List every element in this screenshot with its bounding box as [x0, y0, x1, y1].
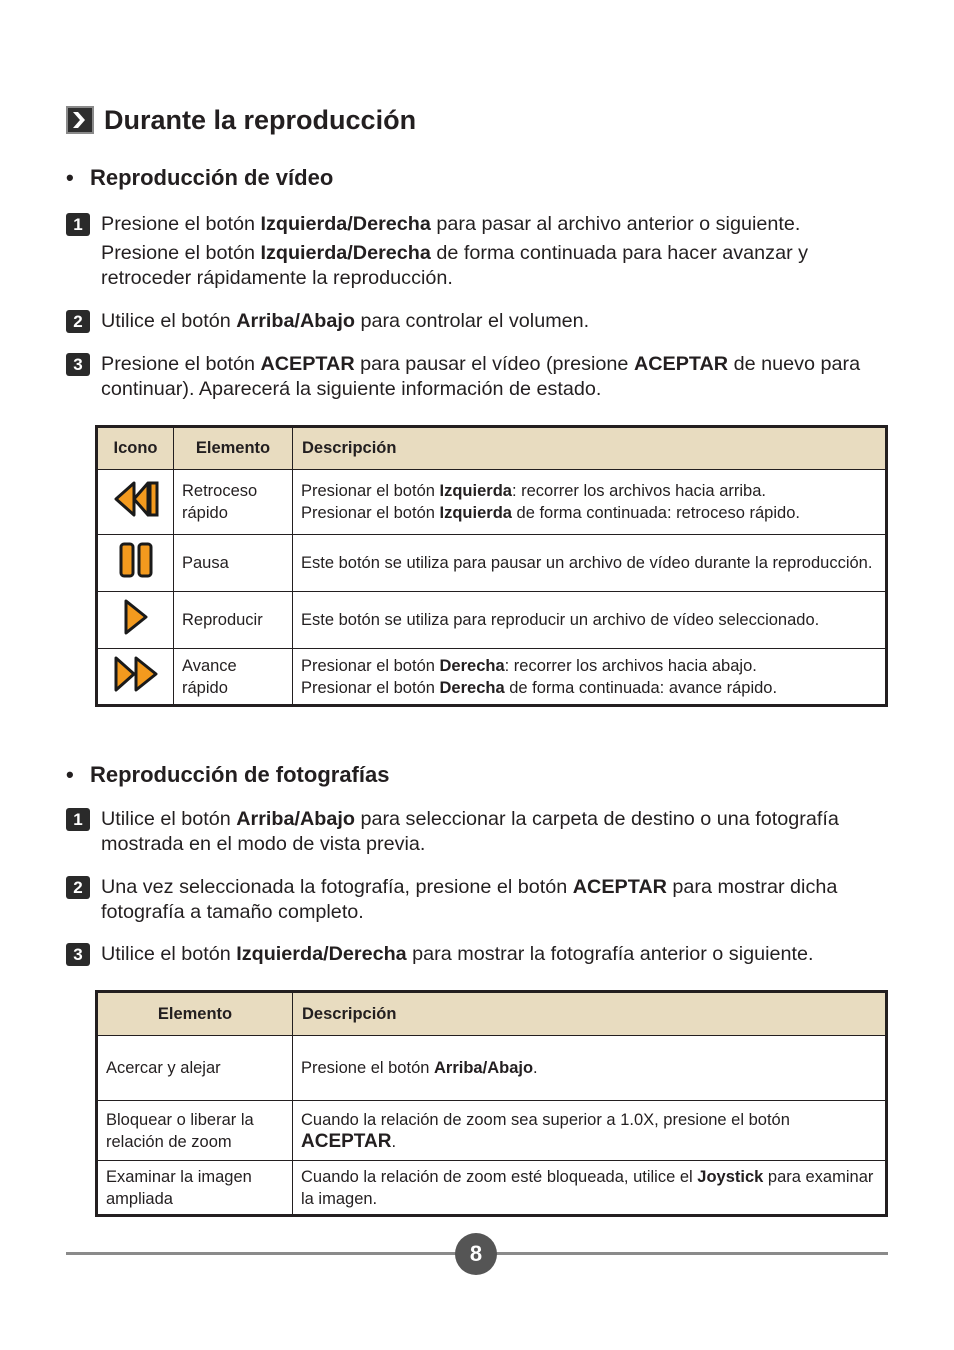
photo-subheading: • Reproducción de fotografías — [66, 762, 390, 787]
video-step-2: 2 Utilice el botón Arriba/Abajo para controlar el volumen. — [66, 309, 896, 334]
photo-step-1: 1 Utilice el botón Arriba/Abajo para seleccionar la carpeta de destino o una fotografía mostrada en el modo de vista previa. — [66, 807, 896, 857]
table-row: Bloquear o liberar la relación de zoom Cuando la relación de zoom sea superior a 1.0X, presione el botón ACEPTAR. — [97, 1101, 887, 1161]
step-number: 3 — [66, 353, 90, 376]
photo-step-3: 3 Utilice el botón Izquierda/Derecha para mostrar la fotografía anterior o siguiente. — [66, 942, 896, 967]
photo-step-2: 2 Una vez seleccionada la fotografía, presione el botón ACEPTAR para mostrar dicha fotografía a tamaño completo. — [66, 875, 896, 925]
table-row: Examinar la imagen ampliada Cuando la relación de zoom esté bloqueada, utilice el Joystick para examinar la imagen. — [97, 1161, 887, 1216]
play-icon — [121, 622, 151, 640]
step-number: 2 — [66, 876, 90, 899]
chapter-arrow-icon — [66, 106, 94, 134]
page-title: Durante la reproducción — [104, 104, 417, 135]
table-row: Retroceso rápido Presionar el botón Izquierda: recorrer los archivos hacia arriba. Presionar el botón Izquierda de forma continuada: retroceso rápido. — [97, 470, 887, 535]
photo-zoom-table — [95, 990, 888, 1217]
table-header-row: Icono Elemento Descripción — [97, 427, 887, 470]
rewind-icon — [112, 504, 160, 522]
video-step-3: 3 Presione el botón ACEPTAR para pausar el vídeo (presione ACEPTAR de nuevo para continuar). Aparecerá la siguiente información de estado. — [66, 352, 896, 402]
section-title — [66, 100, 416, 140]
step-number: 2 — [66, 310, 90, 333]
table-row: Pausa Este botón se utiliza para pausar un archivo de vídeo durante la reproducción. — [97, 535, 887, 592]
table-header-row: Elemento Descripción — [97, 992, 887, 1036]
step-number: 1 — [66, 213, 90, 236]
video-status-table — [95, 425, 888, 707]
video-step-1: 1 Presione el botón Izquierda/Derecha para pasar al archivo anterior o siguiente. Presione el botón Izquierda/Derecha de forma continuada para hacer avanzar y retroceder rápidamente la reproducción. — [66, 212, 896, 291]
page-number: 8 — [455, 1233, 497, 1275]
table-row: Avance rápido Presionar el botón Derecha: recorrer los archivos hacia abajo. Presionar el botón Derecha de forma continuada: avance rápido. — [97, 649, 887, 706]
pause-icon — [117, 565, 155, 583]
table-row: Reproducir Este botón se utiliza para reproducir un archivo de vídeo seleccionado. — [97, 592, 887, 649]
fast-forward-icon — [111, 679, 161, 697]
video-subheading: • Reproducción de vídeo — [66, 165, 334, 190]
step-number: 3 — [66, 943, 90, 966]
table-row: Acercar y alejar Presione el botón Arriba/Abajo. — [97, 1036, 887, 1101]
step-number: 1 — [66, 808, 90, 831]
